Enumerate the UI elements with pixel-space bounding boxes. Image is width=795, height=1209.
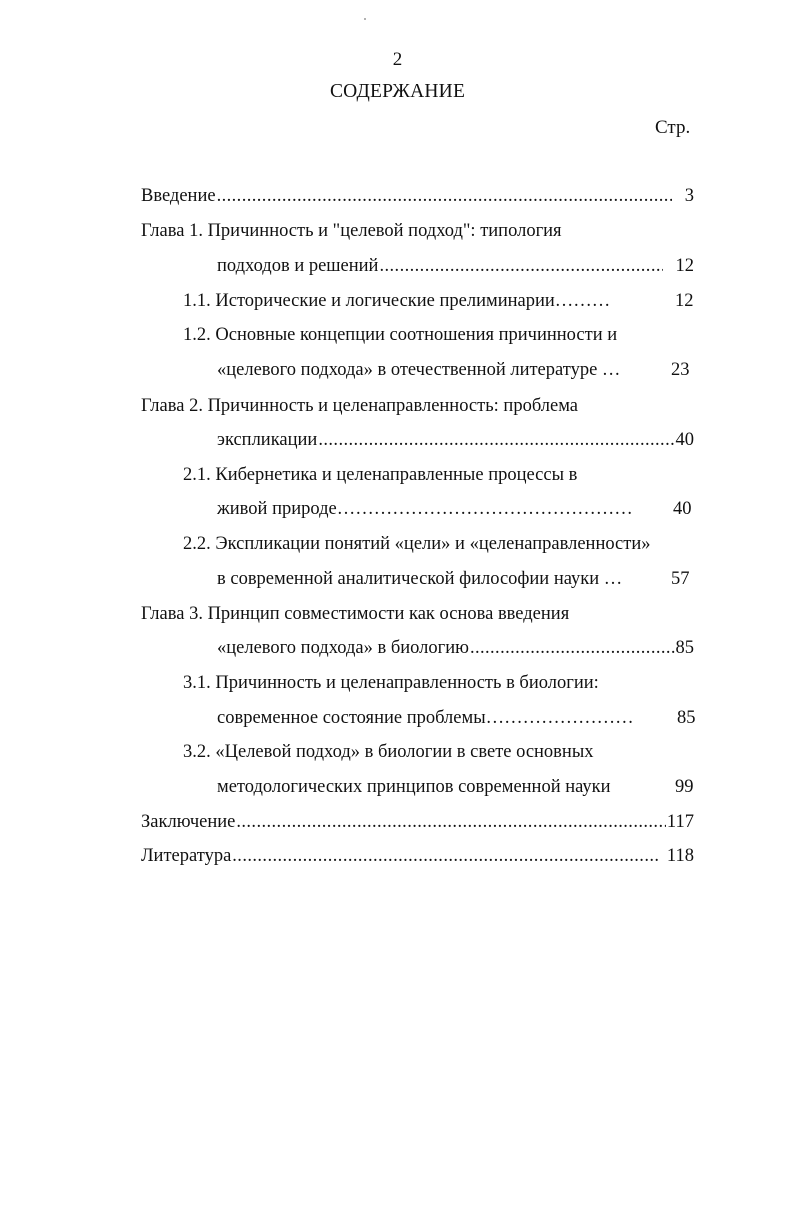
toc-leader-dots bbox=[232, 844, 660, 868]
toc-entry-title: 1.1. Исторические и логические прелиминарии bbox=[183, 291, 555, 311]
page-title: СОДЕРЖАНИЕ bbox=[329, 81, 466, 102]
toc-entry-chapter-3[interactable]: Глава 3. Принцип совместимости как основа введения bbox=[141, 604, 570, 624]
toc-entry-title: подходов и решений bbox=[217, 256, 379, 276]
toc-entry-page: 85 bbox=[677, 708, 696, 728]
toc-entry-chapter-1[interactable]: Глава 1. Причинность и "целевой подход": типология bbox=[141, 221, 562, 241]
toc-entry-page: 12 bbox=[675, 291, 694, 311]
toc-leader-dots bbox=[379, 254, 662, 278]
toc-entry-section-1-2[interactable]: 1.2. Основные концепции соотношения причинности и bbox=[183, 325, 618, 345]
toc-leader-dots bbox=[236, 810, 666, 834]
toc-entry-page: 40 bbox=[675, 430, 694, 450]
toc-entry-page: 99 bbox=[675, 777, 694, 797]
toc-entry-chapter-2[interactable]: Глава 2. Причинность и целенаправленность: проблема bbox=[141, 396, 578, 416]
toc-entry-page: 57 bbox=[671, 569, 690, 589]
toc-entry-section-2-1-cont[interactable] bbox=[217, 497, 633, 521]
toc-entry-title: Введение bbox=[141, 186, 216, 206]
toc-entry-page: 40 bbox=[673, 499, 692, 519]
toc-leader-dots bbox=[217, 184, 672, 208]
toc-entry-intro[interactable] bbox=[141, 184, 694, 208]
toc-leader-ellipsis: …………………… bbox=[485, 708, 634, 728]
page-column-label: Стр. bbox=[655, 117, 691, 138]
toc-leader-ellipsis: ……… bbox=[554, 291, 611, 311]
toc-entry-title: «целевого подхода» в биологию bbox=[217, 638, 469, 658]
toc-entry-literature[interactable] bbox=[141, 844, 694, 868]
toc-leader-ellipsis: ………………………………………… bbox=[336, 499, 633, 519]
toc-entry-page: 118 bbox=[666, 846, 694, 866]
toc-entry-section-3-2-cont[interactable]: методологических принципов современной науки bbox=[217, 777, 611, 797]
toc-entry-section-3-1-cont[interactable] bbox=[217, 706, 634, 730]
toc-entry-title: Литература bbox=[141, 846, 232, 866]
toc-entry-chapter-1-cont[interactable] bbox=[217, 254, 694, 278]
toc-entry-page: 3 bbox=[684, 186, 694, 206]
toc-entry-section-2-2[interactable]: 2.2. Экспликации понятий «цели» и «целенаправленности» bbox=[183, 534, 651, 554]
toc-entry-page: 85 bbox=[675, 638, 694, 658]
toc-entry-section-2-1[interactable]: 2.1. Кибернетика и целенаправленные процессы в bbox=[183, 465, 578, 485]
toc-entry-title: экспликации bbox=[217, 430, 318, 450]
toc-entry-page: 23 bbox=[671, 360, 690, 380]
toc-entry-page: 12 bbox=[675, 256, 694, 276]
scan-speck bbox=[364, 18, 366, 20]
toc-entry-section-3-1[interactable]: 3.1. Причинность и целенаправленность в биологии: bbox=[183, 673, 599, 693]
toc-entry-section-2-2-cont[interactable]: в современной аналитической философии науки … bbox=[217, 569, 623, 589]
toc-entry-title: Заключение bbox=[141, 812, 236, 832]
toc-entry-section-1-1[interactable] bbox=[183, 289, 610, 313]
toc-entry-conclusion[interactable] bbox=[141, 810, 694, 834]
toc-entry-title: живой природе bbox=[217, 499, 337, 519]
toc-leader-dots bbox=[470, 636, 675, 660]
toc-entry-page: 117 bbox=[666, 812, 694, 832]
toc-entry-chapter-2-cont[interactable] bbox=[217, 428, 694, 452]
toc-entry-title: современное состояние проблемы bbox=[217, 708, 486, 728]
page-number: 2 bbox=[392, 49, 403, 70]
toc-entry-section-3-2[interactable]: 3.2. «Целевой подход» в биологии в свете основных bbox=[183, 742, 594, 762]
toc-entry-section-1-2-cont[interactable]: «целевого подхода» в отечественной литературе … bbox=[217, 360, 621, 380]
toc-leader-dots bbox=[318, 428, 674, 452]
toc-entry-chapter-3-cont[interactable] bbox=[217, 636, 694, 660]
